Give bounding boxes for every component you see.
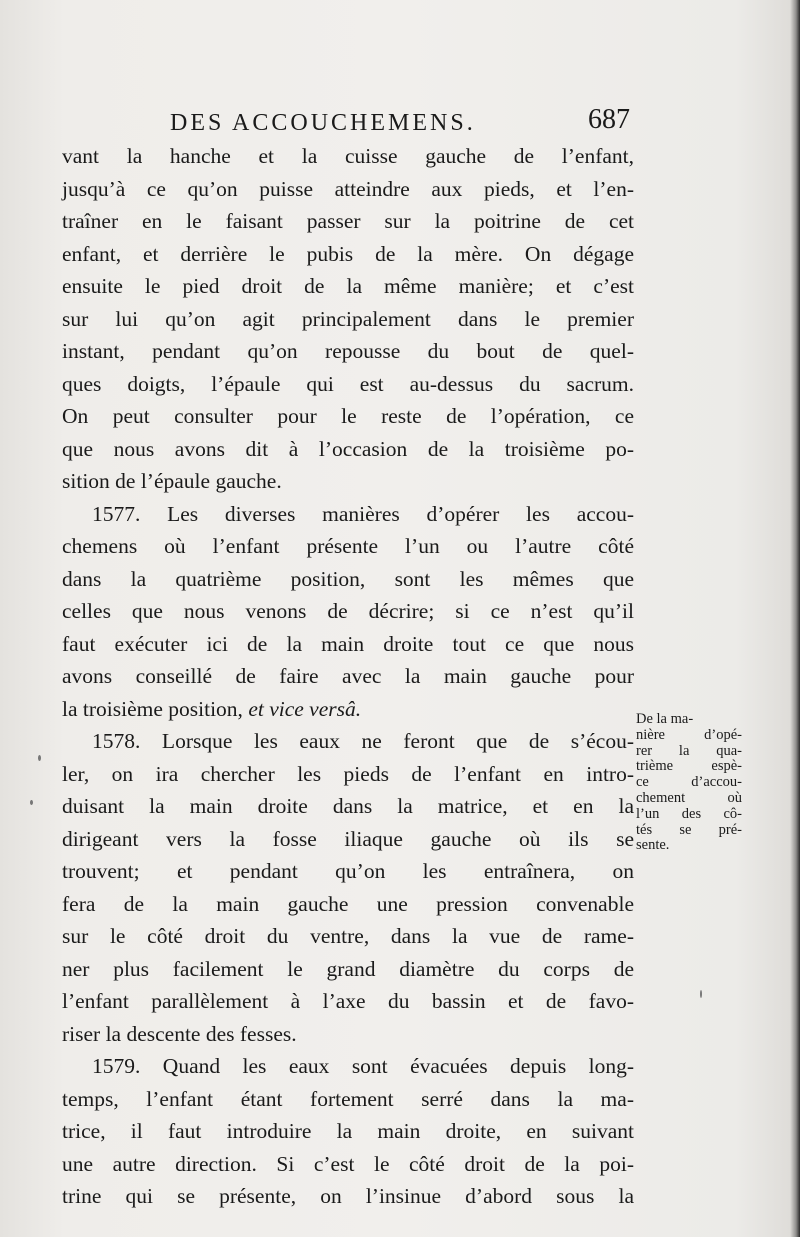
text-line-content: On peut consulter pour le reste de l’opération, ce xyxy=(62,404,634,428)
text-line-content: vant la hanche et la cuisse gauche de l’enfant, xyxy=(62,144,634,168)
text-line xyxy=(62,1180,634,1213)
margin-note-line: l’un des cô- xyxy=(636,805,742,822)
text-line xyxy=(62,985,634,1018)
text-line xyxy=(62,1083,634,1116)
text-line xyxy=(62,725,634,758)
text-line-content: jusqu’à ce qu’on puisse atteindre aux pieds, et l’en- xyxy=(62,176,634,201)
margin-note-line: sente. xyxy=(636,837,670,854)
page-number: 687 xyxy=(588,104,630,135)
text-line-content: traîner en le faisant passer sur la poitrine de cet xyxy=(62,209,634,233)
text-line-content: instant, pendant qu’on repousse du bout de quel- xyxy=(62,339,634,363)
text-line xyxy=(62,530,634,563)
body-text xyxy=(62,140,634,1213)
italic-phrase: et vice versâ. xyxy=(248,696,362,721)
text-line-content: ler, on ira chercher les pieds de l’enfant en intro- xyxy=(62,761,634,786)
text-line-content: trine qui se présente, on l’insinue d’abord sous la xyxy=(62,1184,634,1208)
text-line-content: sur lui qu’on agit principalement dans le premier xyxy=(62,306,634,331)
text-line-content: fera de la main gauche une pression convenable xyxy=(62,891,634,916)
page-speck xyxy=(30,800,33,805)
text-line xyxy=(62,173,634,206)
running-head xyxy=(170,104,630,140)
text-line xyxy=(62,888,634,921)
text-line xyxy=(62,1148,634,1181)
text-line-content: riser la descente des fesses. xyxy=(62,1021,297,1046)
text-line xyxy=(62,660,634,693)
margin-note-line: ce d’accou- xyxy=(636,774,742,791)
text-line xyxy=(62,303,634,336)
text-line-content: chemens où l’enfant présente l’un ou l’autre côté xyxy=(62,534,634,558)
text-line xyxy=(62,335,634,368)
text-line-content: celles que nous venons de décrire; si ce n’est qu’il xyxy=(62,599,634,623)
margin-note-line: rer la qua- xyxy=(636,742,742,759)
text-line-content: ensuite le pied droit de la même manière; et c’est xyxy=(62,274,634,298)
margin-note-line: De la ma- xyxy=(636,711,694,727)
text-line xyxy=(62,1050,634,1083)
text-line-content: trouvent; et pendant qu’on les entraînera, on xyxy=(62,859,634,883)
text-line xyxy=(62,498,634,531)
text-line-content: dirigeant vers la fosse iliaque gauche où ils se xyxy=(62,826,634,851)
text-line-content: la troisième position, xyxy=(62,696,243,721)
text-line-content: faut exécuter ici de la main droite tout ce que nous xyxy=(62,631,634,656)
text-line xyxy=(62,368,634,401)
text-line xyxy=(62,693,634,726)
text-line-content: une autre direction. Si c’est le côté droit de la poi- xyxy=(62,1151,634,1176)
margin-note-line: tés se pré- xyxy=(636,821,742,838)
margin-note-line: chement où xyxy=(636,789,742,806)
text-line-content: 1579. Quand les eaux sont évacuées depuis long- xyxy=(92,1054,634,1078)
text-line xyxy=(62,270,634,303)
text-line xyxy=(62,140,634,173)
page-speck xyxy=(38,755,41,761)
page-speck xyxy=(700,990,702,998)
text-line-content: dans la quatrième position, sont les mêmes que xyxy=(62,566,634,591)
text-line xyxy=(62,563,634,596)
text-line-content: 1578. Lorsque les eaux ne feront que de s’écou- xyxy=(92,729,634,753)
text-line xyxy=(62,238,634,271)
page-edge-shadow xyxy=(790,0,800,1237)
text-line-content: sition de l’épaule gauche. xyxy=(62,469,282,493)
text-line xyxy=(62,628,634,661)
margin-note-line: nière d’opé- xyxy=(636,726,742,743)
text-line-content: enfant, et derrière le pubis de la mère. On dégage xyxy=(62,241,634,266)
text-line xyxy=(62,433,634,466)
text-line xyxy=(62,1115,634,1148)
text-line xyxy=(62,1018,634,1051)
text-line xyxy=(62,823,634,856)
text-line-content: ques doigts, l’épaule qui est au-dessus du sacrum. xyxy=(62,371,634,396)
text-line xyxy=(62,400,634,433)
text-line-content: temps, l’enfant étant fortement serré dans la ma- xyxy=(62,1086,634,1111)
margin-note xyxy=(636,712,742,854)
text-line-content: ner plus facilement le grand diamètre du corps de xyxy=(62,956,634,981)
text-line-content: avons conseillé de faire avec la main gauche pour xyxy=(62,664,634,688)
text-line xyxy=(62,205,634,238)
text-line xyxy=(62,465,634,498)
text-line xyxy=(62,758,634,791)
text-line-content: que nous avons dit à l’occasion de la troisième po- xyxy=(62,436,634,461)
text-line xyxy=(62,790,634,823)
text-line-content: 1577. Les diverses manières d’opérer les accou- xyxy=(92,501,634,526)
text-line-content: duisant la main droite dans la matrice, et en la xyxy=(62,794,634,818)
text-line xyxy=(62,855,634,888)
text-line-content: sur le côté droit du ventre, dans la vue de rame- xyxy=(62,924,634,948)
text-line xyxy=(62,920,634,953)
text-line xyxy=(62,595,634,628)
text-line-content: l’enfant parallèlement à l’axe du bassin et de favo- xyxy=(62,989,634,1013)
margin-note-line: trième espè- xyxy=(636,758,742,775)
text-line-content: trice, il faut introduire la main droite, en suivant xyxy=(62,1119,634,1143)
running-title: DES ACCOUCHEMENS. xyxy=(170,110,476,136)
text-line xyxy=(62,953,634,986)
